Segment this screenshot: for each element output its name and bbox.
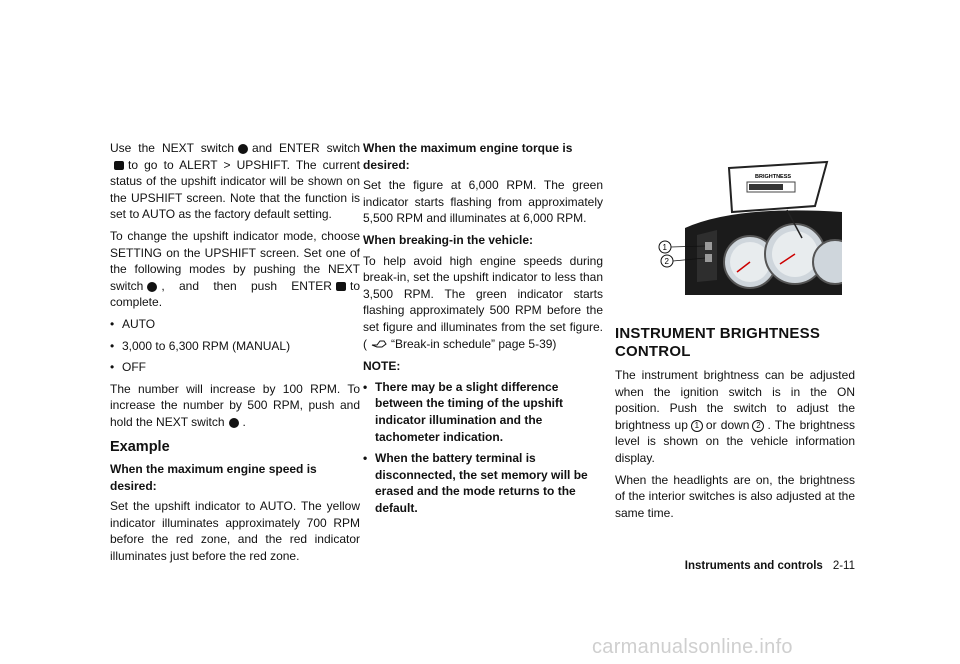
- callout-1: 1: [662, 243, 667, 252]
- paragraph-increase: The number will increase by 100 RPM. To increase the number by 500 RPM, push and hold the NEXT switch .: [110, 381, 360, 429]
- section-heading: INSTRUMENT BRIGHTNESS CONTROL: [615, 325, 821, 360]
- paragraph-breaking-in: To help avoid high engine speeds during break-in, set the upshift indicator to less than 3,500 RPM. The green indicator starts flashing approximately 500 RPM before the set figure and illuminates from the set figure. ( “Break-in schedule” page 5-39): [363, 253, 603, 351]
- right-column: [615, 150, 855, 526]
- note-item: • When the battery terminal is disconnected, the set memory will be erased and the mode returns to the default.: [363, 451, 588, 515]
- paragraph-max-speed: Set the upshift indicator to AUTO. The yellow indicator illuminates approximately 700 RPM before the red zone, and the red indicator illuminates just before the red zone.: [110, 499, 360, 564]
- instrument-panel-illustration: [637, 150, 842, 295]
- paragraph-headlights: When the headlights are on, the brightness of the interior switches is also adjusted at the same time.: [615, 472, 855, 520]
- middle-column: [363, 140, 603, 521]
- subheading-max-speed: When the maximum engine speed is desired:: [110, 462, 317, 493]
- page-footer: [685, 560, 855, 572]
- callout-2-icon: 2: [752, 420, 764, 432]
- paragraph-next-switch: Use the NEXT switch and ENTER switch to go to ALERT > UPSHIFT. The current status of the upshift indicator will be shown on the UPSHIFT screen. Note that the function is set to AUTO as the factory default setting.: [110, 141, 361, 222]
- page-number: 2-11: [832, 560, 855, 572]
- section-name: Instruments and controls: [684, 560, 823, 572]
- list-item: • OFF: [110, 360, 146, 375]
- left-column: [110, 140, 360, 570]
- list-item: • AUTO: [110, 316, 156, 331]
- page-reference-icon: [371, 339, 387, 349]
- subheading-max-torque: When the maximum engine torque is desired:: [363, 141, 573, 172]
- note-label: NOTE:: [363, 359, 401, 374]
- callout-1-icon: 1: [691, 420, 703, 432]
- paragraph-brightness: The instrument brightness can be adjusted when the ignition switch is in the ON position. Push the switch to adjust the brightness up 1 or down 2 . The brightness level is shown on the vehicle information display.: [615, 368, 855, 465]
- paragraph-max-torque: Set the figure at 6,000 RPM. The green indicator starts flashing from approximately 5,500 RPM and illuminates at 6,000 RPM.: [363, 178, 603, 226]
- watermark: carmanualsonline.info: [592, 636, 793, 658]
- callout-2: 2: [664, 257, 669, 266]
- next-switch-icon: [147, 282, 157, 292]
- instrument-panel-figure: [637, 150, 842, 295]
- example-heading: Example: [110, 438, 170, 455]
- next-switch-icon: [238, 144, 248, 154]
- list-item: • 3,000 to 6,300 RPM (MANUAL): [110, 338, 291, 353]
- brightness-label: BRIGHTNESS: [755, 174, 792, 180]
- enter-switch-icon: [114, 161, 124, 170]
- note-item: • There may be a slight difference between the timing of the upshift indicator illumination and the tachometer indication.: [363, 379, 563, 444]
- next-switch-icon: [229, 418, 239, 428]
- paragraph-change-mode: To change the upshift indicator mode, choose SETTING on the UPSHIFT screen. Set one of the following modes by pushing the NEXT switch , and then push ENTER to complete.: [110, 228, 360, 310]
- subheading-breaking-in: When breaking-in the vehicle:: [363, 232, 534, 247]
- enter-switch-icon: [336, 282, 346, 291]
